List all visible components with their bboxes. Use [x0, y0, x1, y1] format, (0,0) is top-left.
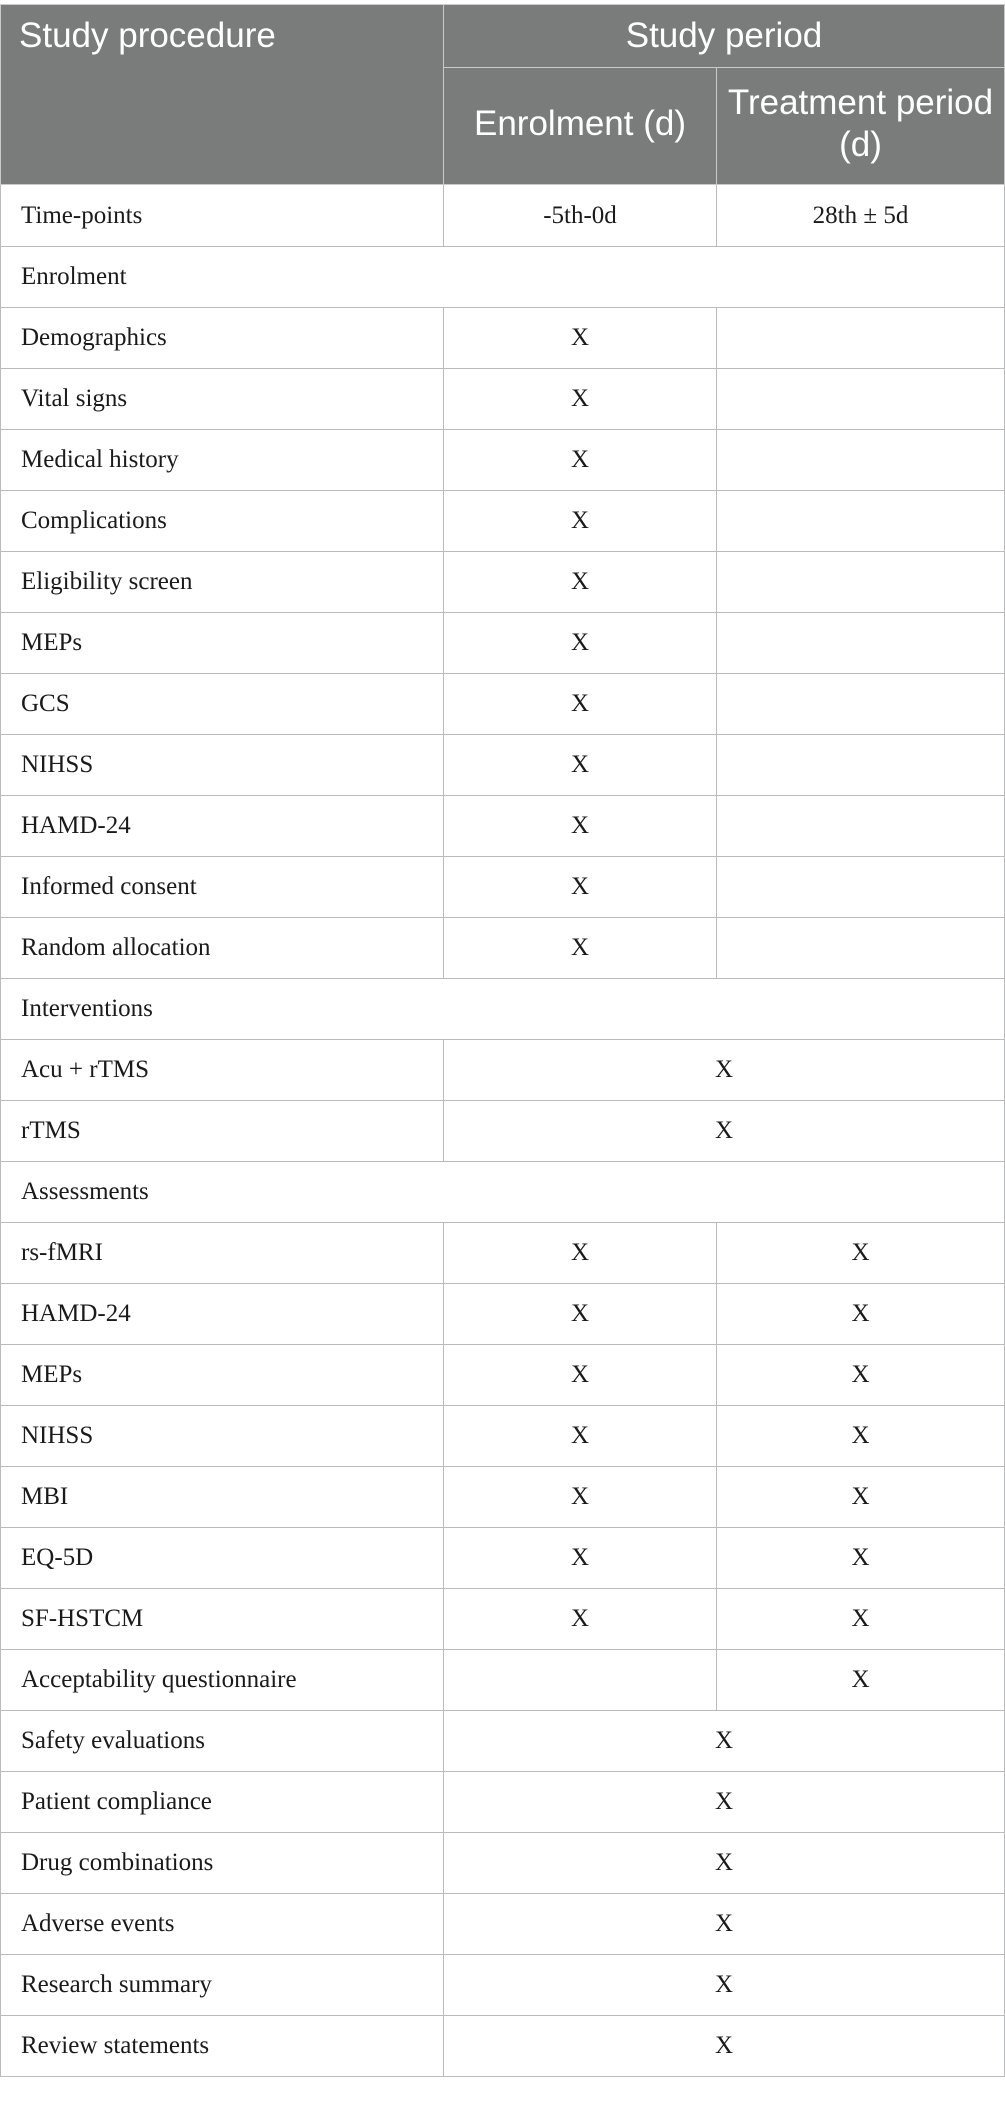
treatment-mark: [717, 796, 1005, 857]
section-label: Interventions: [1, 979, 1005, 1040]
table-row: [1, 1711, 1005, 1772]
procedure-label: MBI: [1, 1467, 444, 1528]
table-header: [1, 5, 1005, 185]
treatment-mark: [717, 613, 1005, 674]
study-period-mark: X: [444, 1955, 1005, 2016]
enrolment-mark: X: [444, 491, 717, 552]
table-row: [1, 1833, 1005, 1894]
enrolment-mark: X: [444, 613, 717, 674]
procedure-label: HAMD-24: [1, 796, 444, 857]
procedure-label: rTMS: [1, 1101, 444, 1162]
enrolment-mark: -5th-0d: [444, 185, 717, 247]
table-row: [1, 1406, 1005, 1467]
table-row: [1, 1101, 1005, 1162]
procedure-label: Eligibility screen: [1, 552, 444, 613]
study-schedule-table: [0, 4, 1005, 2077]
procedure-label: Safety evaluations: [1, 1711, 444, 1772]
study-period-mark: X: [444, 1711, 1005, 1772]
procedure-label: Review statements: [1, 2016, 444, 2077]
treatment-mark: X: [717, 1284, 1005, 1345]
enrolment-mark: X: [444, 1589, 717, 1650]
treatment-mark: [717, 857, 1005, 918]
treatment-mark: [717, 491, 1005, 552]
treatment-mark: [717, 918, 1005, 979]
treatment-mark: [717, 430, 1005, 491]
table-row: [1, 1589, 1005, 1650]
procedure-label: Time-points: [1, 185, 444, 247]
table-row: [1, 430, 1005, 491]
procedure-label: Adverse events: [1, 1894, 444, 1955]
table-row: [1, 613, 1005, 674]
study-period-mark: X: [444, 1894, 1005, 1955]
procedure-label: NIHSS: [1, 1406, 444, 1467]
procedure-label: Acceptability questionnaire: [1, 1650, 444, 1711]
enrolment-mark: X: [444, 674, 717, 735]
enrolment-mark: X: [444, 552, 717, 613]
procedure-label: Patient compliance: [1, 1772, 444, 1833]
study-period-mark: X: [444, 2016, 1005, 2077]
enrolment-mark: X: [444, 735, 717, 796]
table-row: [1, 1040, 1005, 1101]
enrolment-mark: X: [444, 308, 717, 369]
section-label: Enrolment: [1, 247, 1005, 308]
procedure-label: Drug combinations: [1, 1833, 444, 1894]
section-row: [1, 1162, 1005, 1223]
treatment-mark: X: [717, 1528, 1005, 1589]
table-row: [1, 308, 1005, 369]
study-period-mark: X: [444, 1772, 1005, 1833]
study-period-mark: X: [444, 1040, 1005, 1101]
procedure-label: GCS: [1, 674, 444, 735]
procedure-label: Medical history: [1, 430, 444, 491]
treatment-mark: [717, 369, 1005, 430]
treatment-mark: [717, 552, 1005, 613]
procedure-label: EQ-5D: [1, 1528, 444, 1589]
treatment-mark: [717, 674, 1005, 735]
treatment-mark: X: [717, 1223, 1005, 1284]
table-row: [1, 735, 1005, 796]
enrolment-mark: X: [444, 1406, 717, 1467]
enrolment-mark: X: [444, 1345, 717, 1406]
section-row: [1, 247, 1005, 308]
table-row: [1, 1772, 1005, 1833]
table-row: [1, 552, 1005, 613]
header-treatment-period: Treatment period (d): [717, 68, 1005, 185]
enrolment-mark: X: [444, 1284, 717, 1345]
treatment-mark: X: [717, 1650, 1005, 1711]
treatment-mark: [717, 735, 1005, 796]
enrolment-mark: X: [444, 1467, 717, 1528]
table-row: [1, 857, 1005, 918]
procedure-label: Research summary: [1, 1955, 444, 2016]
table-row: [1, 1345, 1005, 1406]
table-row: [1, 369, 1005, 430]
treatment-mark: X: [717, 1345, 1005, 1406]
table-row: [1, 1284, 1005, 1345]
treatment-mark: [717, 308, 1005, 369]
table-row: [1, 1955, 1005, 2016]
procedure-label: Demographics: [1, 308, 444, 369]
table-row: [1, 1528, 1005, 1589]
procedure-label: SF-HSTCM: [1, 1589, 444, 1650]
procedure-label: NIHSS: [1, 735, 444, 796]
table-body: [1, 185, 1005, 2077]
procedure-label: Acu + rTMS: [1, 1040, 444, 1101]
enrolment-mark: [444, 1650, 717, 1711]
procedure-label: HAMD-24: [1, 1284, 444, 1345]
procedure-label: Informed consent: [1, 857, 444, 918]
study-period-mark: X: [444, 1833, 1005, 1894]
table-row: [1, 918, 1005, 979]
treatment-mark: 28th ± 5d: [717, 185, 1005, 247]
enrolment-mark: X: [444, 430, 717, 491]
table-row: [1, 674, 1005, 735]
header-study-period: Study period: [444, 5, 1005, 68]
treatment-mark: X: [717, 1467, 1005, 1528]
table-row: [1, 1894, 1005, 1955]
table-row: [1, 796, 1005, 857]
procedure-label: Vital signs: [1, 369, 444, 430]
study-period-mark: X: [444, 1101, 1005, 1162]
enrolment-mark: X: [444, 857, 717, 918]
procedure-label: Complications: [1, 491, 444, 552]
section-row: [1, 979, 1005, 1040]
section-label: Assessments: [1, 1162, 1005, 1223]
procedure-label: MEPs: [1, 613, 444, 674]
table-row: [1, 185, 1005, 247]
treatment-mark: X: [717, 1589, 1005, 1650]
table-row: [1, 491, 1005, 552]
procedure-label: MEPs: [1, 1345, 444, 1406]
enrolment-mark: X: [444, 1528, 717, 1589]
treatment-mark: X: [717, 1406, 1005, 1467]
enrolment-mark: X: [444, 1223, 717, 1284]
header-enrolment: Enrolment (d): [444, 68, 717, 185]
table-row: [1, 1467, 1005, 1528]
enrolment-mark: X: [444, 369, 717, 430]
enrolment-mark: X: [444, 796, 717, 857]
procedure-label: Random allocation: [1, 918, 444, 979]
header-study-procedure: Study procedure: [1, 5, 444, 185]
table-row: [1, 2016, 1005, 2077]
table-row: [1, 1650, 1005, 1711]
procedure-label: rs-fMRI: [1, 1223, 444, 1284]
enrolment-mark: X: [444, 918, 717, 979]
table-row: [1, 1223, 1005, 1284]
